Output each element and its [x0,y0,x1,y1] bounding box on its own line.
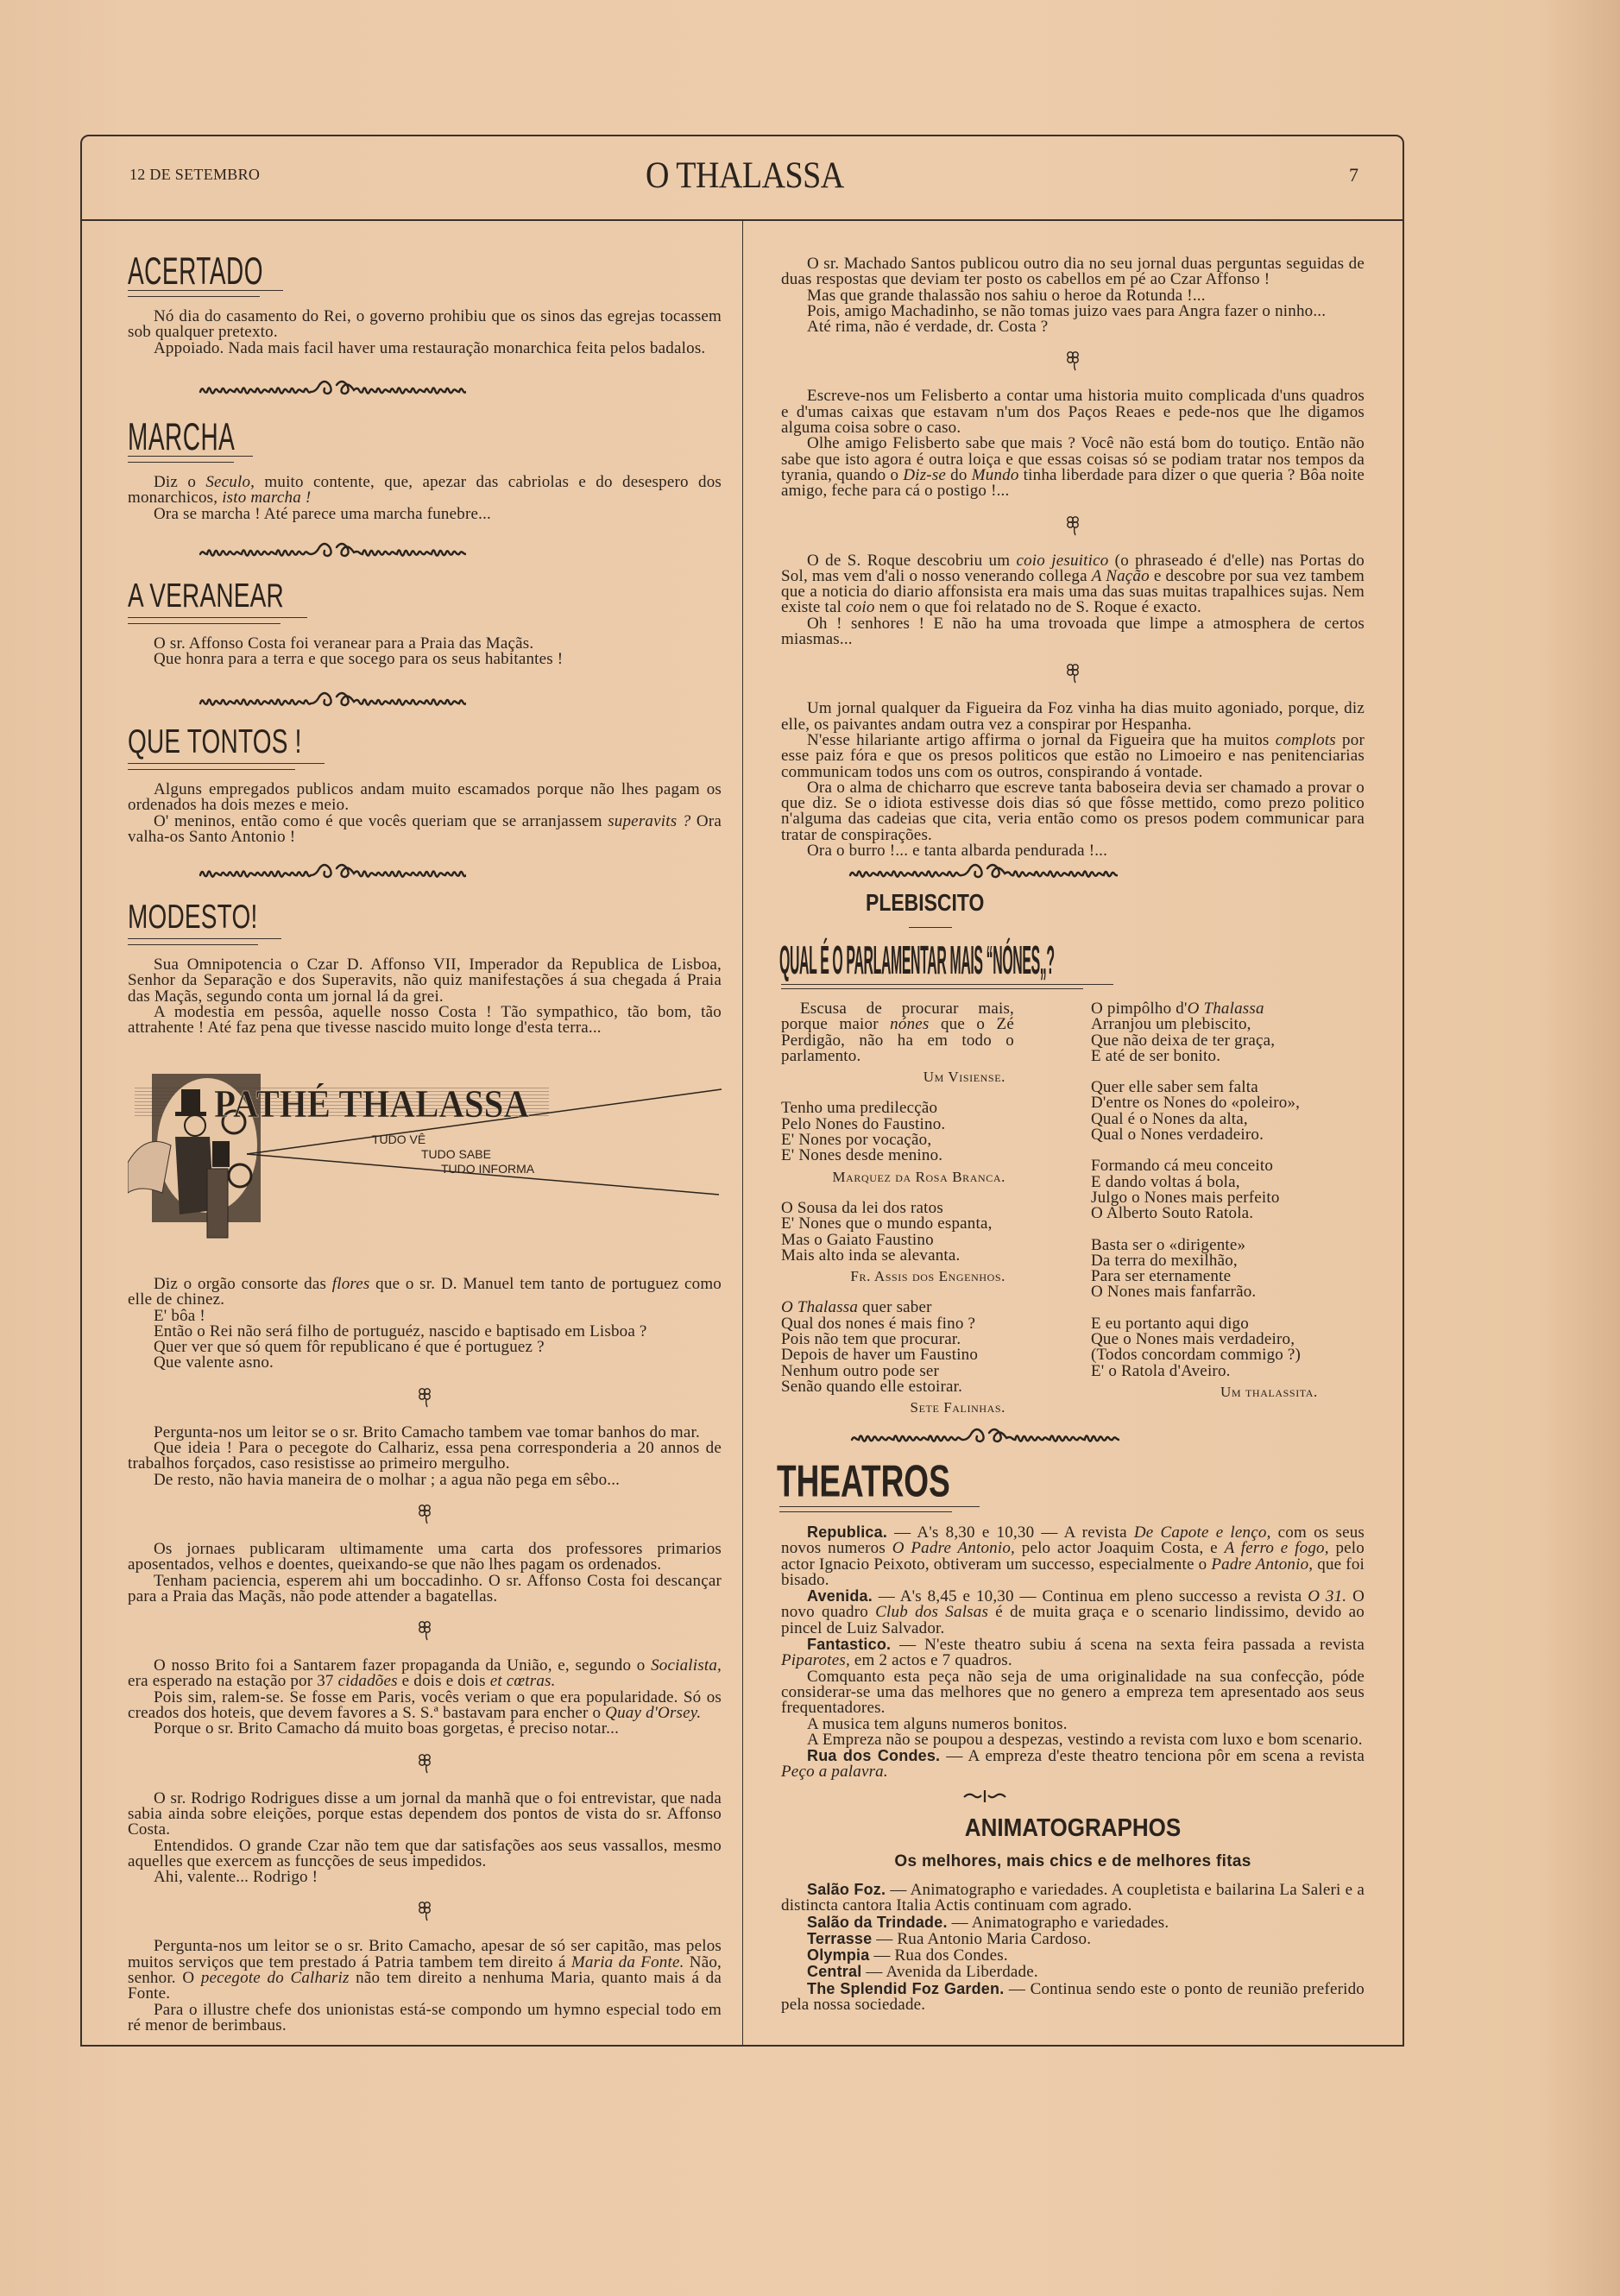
text-run: Appoiado. Nada mais facil haver uma restauração monarchica feita pelos badalos. [154,338,706,357]
ornament-divider [199,376,466,399]
text-run: Pergunta-nos um leitor se o sr. Brito Camacho tambem vae tomar banhos do mar. [154,1422,700,1441]
text-run: Diz-se [903,465,947,484]
text-run: Não, senhor. O [128,1952,722,1988]
text-run: De Capote e lenço, [1133,1523,1271,1542]
title-rule [128,290,283,297]
text-run: Diz o [154,473,206,491]
text-run: Para o illustre chefe dos unionistas está-se compondo um hymno especial todo em ré menor de berimbaus. [128,2000,722,2034]
text-run: Arranjou um plebiscito, [1091,1015,1251,1034]
text-run: Peço a palavra. [781,1763,888,1782]
ornament-divider [199,860,466,882]
paragraph [128,652,722,667]
plebiscito-kicker: PLEBISCITO [866,889,985,916]
text-run: A Empreza não se poupou a despezas, vestindo a revista com luxo e bom scenario. [807,1730,1363,1749]
poem-stanza [1091,1235,1376,1302]
poem-line [1091,1127,1376,1143]
tagline: TUDO SABE [421,1147,491,1161]
paragraph [128,504,722,523]
text-run: Senão quando elle estoirar. [781,1377,963,1396]
text-run: não tem direito a nenhuma Maria, quanto mais á da Fonte. [128,1969,722,2003]
section-body [128,309,722,356]
top-hat [181,1089,200,1113]
text-run: Formando cá meu conceito [1091,1157,1274,1176]
text-run: A ferro e fogo, [1224,1539,1329,1558]
entry [781,1101,1014,1184]
section-title: MARCHA [128,414,236,458]
poem-stanza [781,1101,1014,1164]
animatographos-list [781,1882,1365,2013]
text-run: E' o Ratola d'Aveiro. [1091,1361,1231,1380]
text-run: Socialista, [651,1656,722,1675]
news-item [781,256,1365,335]
text-run: isto marcha ! [222,489,312,508]
section-modesto [128,900,722,1036]
text-run: O pimpôlho d' [1091,1000,1188,1018]
paragraph [781,1748,1365,1781]
title-rule [128,763,325,770]
projector-stand [207,1169,228,1238]
text-run: do [946,465,972,484]
ornament-divider [848,860,1118,882]
flower-divider-icon [1066,350,1080,371]
text-run: — A's 8,45 e 10,30 — Continua em pleno successo a revista [872,1587,1308,1606]
paragraph [781,1524,1365,1588]
section-body [128,957,722,1036]
text-run: Quer ver que só quem fôr republicano é que é portuguez ? [154,1338,545,1357]
paragraph [128,1788,722,1839]
small-ornament-icon [962,1788,1007,1804]
film-reel-icon [229,1164,251,1187]
text-run: Basta ser o «dirigente» [1091,1235,1246,1254]
paragraph [781,436,1365,499]
paragraph [781,319,1365,335]
text-run: Escreve-nos um Felisberto a contar uma historia muito complicada d'uns quadros e d'umas caixas que estavam n'um dos Paços Reaes e pede-nos que lhe digamos alguma coisa sobre o caso. [781,387,1365,438]
text-run: era esperado na estação por 37 [128,1672,338,1691]
entry-signature: Um thalassita. [1220,1383,1318,1400]
text-run: Qual o Nones verdadeiro. [1091,1126,1264,1145]
paragraph [128,1571,722,1605]
paragraph [128,1470,722,1489]
entry-text [781,1001,1014,1064]
text-run: Então o Rei não será filho de portuguéz, nascido e baptisado em Lisboa ? [154,1321,647,1340]
poem-line [781,1379,1014,1395]
text-run: Comquanto esta peça não seja de uma originalidade na sua confecção, póde considerar-se uma das melhores que no genero a empreza tem apresentado aos seus frequentadores. [781,1667,1365,1718]
poem-stanza [781,1300,1014,1395]
news-item [781,701,1365,859]
section-acertado [128,249,722,357]
text-run: Oh ! senhores ! E não ha uma trovoada que limpe a atmosphera de certos miasmas... [781,614,1365,649]
entry-signature: Sete Falinhas. [910,1399,1005,1416]
text-run: Tenham paciencia, esperem ahi um boccadinho. O sr. Affonso Costa foi descançar para a Praia das Maçãs, não pode attender a bagatellas. [128,1571,722,1605]
text-run: é de muita graça e o scenario lindissimo, devido ao pincel de Luiz Salvador. [781,1603,1365,1637]
section-title: A VERANEAR [128,577,284,615]
paragraph [781,1637,1365,1669]
text-run: quer saber [858,1298,932,1317]
text-run: superavits ? [608,811,691,830]
paragraph [781,1981,1365,2014]
paragraph [781,1882,1365,1914]
text-run: Mais alto inda se alevanta. [781,1246,961,1265]
text-run: O sr. Affonso Costa foi veranear para a Praia das Maçãs. [154,634,534,653]
text-run: Club dos Salsas [875,1603,989,1622]
text-run: A Nação [1091,566,1150,585]
newspaper-title: O THALASSA [646,155,844,197]
text-run: (o phraseado é d'elle) nas Portas do Sol, mas vem d'ali o nosso venerando collega [781,551,1365,585]
flower-divider-icon [1066,663,1080,684]
section-marcha [128,414,722,523]
ornament-divider [850,1424,1119,1447]
paragraph [128,475,722,507]
text-run: Seculo, [205,473,255,491]
text-run: Ora o alma de chicharro que escreve tanta baboseira devia ser chamado a provar o que diz. Se o idiota estivesse dois dias só que fôsse mettido, como prezo politico n'alguma das cadeias que cita, veria então como os presos podem communicar para tratar de conspirações. [781,778,1365,844]
text-run: e dois e dois [397,1672,490,1691]
section-title: QUE TONTOS ! [128,722,302,760]
text-run: O Padre Antonio, [892,1539,1015,1558]
text-run: Pelo Nones do Faustino. [781,1114,946,1133]
text-run: com os seus novos numeros [781,1523,1365,1558]
paragraph [128,811,722,846]
paragraph [128,782,722,814]
tagline: TUDO INFORMA [441,1162,535,1176]
issue-date: 12 DE SETEMBRO [129,166,261,183]
paragraph [781,256,1365,288]
text-run: Mundo [971,465,1019,484]
flower-divider-icon [1066,515,1080,536]
entry-signature: Fr. Assis dos Engenhos. [850,1268,1005,1285]
text-run: que foi bisado. [781,1555,1365,1589]
paragraph [128,1355,722,1371]
poem-stanza [1091,1080,1376,1143]
text-run: — Avenida da Liberdade. [861,1963,1038,1982]
text-run: O' meninos, então como é que vocês queriam que se arranjassem [154,811,608,830]
text-run: O Alberto Souto Ratola. [1091,1204,1254,1223]
paragraph [128,1539,722,1574]
text-run: Julgo o Nones mais perfeito [1091,1188,1280,1207]
theatros-heading [777,1456,950,1506]
text-run: O novo quadro [781,1587,1365,1622]
text-run: Mas o Gaiato Faustino [781,1230,934,1249]
text-run: — Rua Antonio Maria Cardoso. [872,1929,1092,1948]
text-run: em 2 actos e 7 quadros. [849,1651,1012,1670]
text-run: Os jornaes publicaram ultimamente uma carta dos professores primarios aposentados, velhos e doentes, queixando-se que não lhes pagam os ordenados. [128,1539,722,1574]
animatographos-title: ANIMATOGRAPHOS [964,1813,1182,1842]
flower-divider-icon [418,1901,432,1921]
text-run: A modestia em pessôa, aquelle nosso Costa ! Tão sympathico, tão bom, tão attrahente ! Até faz pena que tivesse nascido muito longe d'esta terra... [128,1002,722,1038]
text-run: Da terra do mexilhão, [1091,1251,1238,1270]
question-rule [781,984,1113,989]
paragraph [781,1732,1365,1748]
poem-line [781,1248,1014,1264]
text-run: coio jesuitico [1016,551,1109,570]
text-run: Alguns empregados publicos andam muito escamados porque não lhes pagam os ordenados ha dois mezes e meio. [128,780,722,815]
text-run: — N'este theatro subiu á scena na sexta feira passada a revista [891,1636,1365,1655]
text-run: D'entre os Nones do «poleiro», [1091,1094,1301,1113]
entry [781,1001,1014,1085]
paragraph [781,1914,1365,1931]
paragraph [128,1721,722,1737]
text-run: e descobre por sua vez tambem que a noticia do diario affonsista era mais uma das suas muitas trapalhices sujas. Nem existe tal [781,566,1365,617]
text-run: Tenho uma predilecção [781,1099,938,1118]
poem-line [1091,1206,1376,1221]
text-run: Pois sim, ralem-se. Se fosse em Paris, vocês veriam o que era popularidade. Só os creados dos hoteis, que devem favores a S. S.ª bastavam para encher o [128,1687,722,1723]
text-run: Que valente asno. [154,1353,274,1372]
paragraph [781,1669,1365,1717]
paragraph [781,780,1365,843]
ornament-divider [199,539,466,561]
entry-signature: Um Visiense. [923,1069,1005,1086]
text-run: Avenida. [807,1587,873,1605]
text-run: O de S. Roque descobriu um [807,551,1017,570]
text-run: E eu portanto aqui digo [1091,1314,1249,1333]
text-run: Qual é o Nones da alta, [1091,1109,1248,1128]
text-run: Mas que grande thalassão nos sahiu o heroe da Rotunda !... [807,286,1206,305]
theatros-body [781,1524,1365,1781]
pathe-thalassa-illustration [128,1063,723,1249]
text-run: Porque o sr. Brito Camacho dá muito boas gorgetas, é preciso notar... [154,1719,620,1738]
text-run: Maria da Fonte. [570,1952,684,1971]
text-run: — Animatographo e variedades. [947,1913,1169,1932]
paragraph [781,1931,1365,1947]
poem-line [1091,1046,1376,1065]
text-run: O Sousa da lei dos ratos [781,1198,943,1217]
paragraph [128,2000,722,2034]
text-run: O Thalassa [781,1298,859,1317]
text-run: E' Nones que o mundo espanta, [781,1214,993,1233]
text-run: Terrasse [807,1929,873,1947]
paragraph [128,1441,722,1473]
paragraph [781,553,1365,616]
text-run: Quay d'Orsey. [605,1704,702,1723]
text-run: Que não deixa de ter graça, [1091,1031,1276,1050]
text-run: — Animatographo e variedades. A coupletista e bailarina La Saleri e a distincta cantora Italia Actis continuam com agrado. [781,1881,1365,1915]
news-item [781,553,1365,648]
paragraph [128,1658,722,1690]
text-run: The Splendid Foz Garden. [807,1979,1005,1997]
text-run: Ora se marcha ! Até parece uma marcha funebre... [154,504,491,523]
text-run: O 31. [1308,1587,1347,1606]
news-item [128,1939,722,2034]
paragraph [781,388,1365,436]
news-item [128,1658,722,1737]
poem-stanza [1091,1158,1376,1221]
text-run: — A's 8,30 e 10,30 — A revista [887,1523,1134,1542]
entry [781,1300,1014,1416]
flower-divider-icon [418,1753,432,1774]
text-run: Para ser eternamente [1091,1267,1232,1286]
text-run: — A empreza d'este theatro tenciona pôr em scena a revista [940,1747,1365,1766]
text-run: Nó dia do casamento do Rei, o governo prohibiu que os sinos das egrejas tocassem sob qualquer pretexto. [128,307,722,342]
text-run: Nenhum outro pode ser [781,1361,940,1380]
ornament-divider [199,688,466,710]
paragraph [781,730,1365,781]
text-run: Pois, amigo Machadinho, se não tomas juizo vaes para Angra fazer o ninho... [807,301,1327,320]
text-run: O sr. Rodrigo Rodrigues disse a um jornal da manhã que o foi entrevistar, que nada sabia ainda sobre eleições, porque estas dependem dos pontos de vista do sr. Affonso Costa. [128,1788,722,1839]
paragraph [781,701,1365,733]
text-run: Padre Antonio, [1211,1555,1314,1574]
text-run: Sua Omnipotencia o Czar D. Affonso VII, Imperador da Republica de Lisboa, Senhor da Separação e dos Superavits, não quiz manifestações á sua chegada á Praia das Maçãs, segundo conta um jornal lá da grei. [128,956,722,1006]
text-run: O sr. Machado Santos publicou outro dia no seu jornal duas perguntas seguidas de duas respostas que deviam ter posto os cabellos em pé ao Czar Affonso ! [781,255,1365,289]
entry [781,1198,1014,1285]
section-body [128,636,722,668]
poem-stanza [781,1198,1014,1265]
news-item [781,388,1365,499]
animatographos-subtitle: Os melhores, mais chics e de melhores fitas [894,1852,1251,1870]
paragraph [128,1277,722,1309]
text-run: O Nones mais fanfarrão. [1091,1283,1257,1302]
text-run: Que honra para a terra e que socego para os seus habitantes ! [154,650,564,669]
section-a-veranear [128,579,722,668]
text-run: nónes [890,1015,930,1034]
text-run: Que o Nones mais verdadeiro, [1091,1330,1295,1349]
text-run: E' bôa ! [154,1306,205,1325]
paragraph [781,616,1365,648]
section-title: ACERTADO [128,249,263,293]
text-run: pelo actor Ignacio Peixoto, obtiveram um successo, especialmente o [781,1539,1365,1574]
paragraph [781,843,1365,859]
paragraph [781,1964,1365,1980]
text-run: Um jornal qualquer da Figueira da Foz vinha ha dias muito agoniado, porque, diz elle, os paivantes andam outra vez a conspirar por Hespanha. [781,699,1365,734]
text-run: E' Nones desde menino. [781,1146,943,1165]
text-run: Ora o burro !... e tanta albarda pendurada !... [807,842,1108,861]
text-run: que o Zé Perdigão, não ha em todo o parlamento. [781,1015,1014,1065]
poem-stanza [1091,1316,1376,1379]
section-title: MODESTO! [128,898,258,936]
text-run: A musica tem alguns numeros bonitos. [807,1714,1068,1733]
paragraph [128,1002,722,1038]
column-divider [742,221,743,2046]
text-run: De resto, não havia maneira de o molhar ; a agua não pega em sêbo... [154,1470,621,1489]
text-run: Rua dos Condes. [807,1747,941,1765]
text-run: muito contente, que, apezar das cabriolas e do desespero dos monarchicos, [128,473,722,508]
projector [212,1141,230,1167]
text-run: (Todos concordam commigo ?) [1091,1346,1302,1365]
text-run: Qual dos nones é mais fino ? [781,1314,976,1333]
paragraph [781,1588,1365,1637]
title-rule [128,938,281,945]
text-run: O Thalassa [1187,1000,1264,1018]
text-run: et cœtras. [489,1672,556,1691]
text-run: pecegote do Calhariz [200,1969,350,1988]
text-run: Central [807,1963,862,1981]
text-run: Piparotes, [781,1651,850,1670]
title-rule [128,456,253,463]
text-run: — Rua dos Condes. [869,1946,1008,1965]
text-run: Fantastico. [807,1636,892,1654]
section-que-tontos [128,722,722,846]
plebiscito-entries-left [781,1001,1014,1432]
text-run: tinha liberdade para dizer o que queria ? Bôa noite amigo, feche para cá o postigo !... [781,465,1365,501]
text-run: Diz o orgão consorte das [154,1275,332,1293]
text-run: Olympia [807,1946,870,1965]
figure-head [185,1115,205,1136]
news-item [128,1422,722,1489]
section-body [128,475,722,522]
tagline: TUDO VÊ [372,1132,426,1146]
text-run: E até de ser bonito. [1091,1046,1221,1065]
text-run: nem o que foi relatado no de S. Roque é exacto. [874,598,1201,617]
news-item [128,1788,722,1887]
flower-divider-icon [418,1620,432,1641]
text-run: coio [846,598,875,617]
text-run: Olhe amigo Felisberto sabe que mais ? Você não está bom do toutiço. Então não sabe que isto agora é outra loiça e que essas coisas só se podiam tratar nos tempos da tyrania, quando o [781,434,1365,484]
text-run: Salão da Trindade. [807,1913,948,1931]
text-run: que o sr. D. Manuel tem tanto de portuguez como elle de chinez. [128,1275,722,1309]
flower-divider-icon [418,1387,432,1408]
paragraph [128,1939,722,2002]
left-notes [128,1277,722,2034]
paragraph [128,1687,722,1723]
text-run: complots [1275,730,1336,749]
text-run: — Continua sendo este o ponto de reunião preferido pela nossa sociedade. [781,1979,1365,2015]
plebiscito-entries-right [1091,1001,1376,1416]
news-item [128,1277,722,1372]
poem-line [781,1148,1014,1164]
text-run: E' Nones por vocação, [781,1131,932,1150]
text-run: Ahi, valente... Rodrigo ! [154,1868,318,1887]
text-run: Ora valha-os Santo Antonio ! [128,811,722,846]
poem-line [1091,1284,1376,1300]
text-run: por esse paiz fóra e que os presos politicos que estão no Limoeiro e nas penitenciarias communicam todos uns com os outros, conspirando á vontade. [781,730,1365,781]
text-run: E dando voltas á bola, [1091,1172,1240,1191]
paragraph [128,309,722,341]
paragraph [128,1836,722,1870]
section-title: THEATROS [777,1456,950,1506]
text-run: pelo actor Joaquim Costa, e [1015,1539,1225,1558]
text-run: Pois não tem que procurar. [781,1330,961,1349]
title-rule [779,1506,980,1512]
section-body [128,782,722,845]
pathe-logo-text: PATHÉ THALASSA [214,1082,529,1126]
paragraph [128,957,722,1005]
text-run: N'esse hilariante artigo affirma o jornal da Figueira que ha muitos [807,730,1276,749]
text-run: Até rima, não é verdade, dr. Costa ? [807,318,1049,337]
text-run: O nosso Brito foi a Santarem fazer propaganda da União, e, segundo o [154,1656,652,1675]
page-number: 7 [1349,164,1358,186]
text-run: Pergunta-nos um leitor se o sr. Brito Camacho, apesar de só ser capitão, mas pelos muitos serviços que tem prestado á Patria tambem tem direito á [128,1937,722,1971]
paragraph [128,338,722,357]
plebiscito-question: QUAL É O PARLAMENTAR MAIS “NÓNES„? [779,937,1055,983]
entry-signature: Marquez da Rosa Branca. [832,1168,1005,1185]
title-rule [128,617,307,624]
paragraph [781,1947,1365,1964]
flower-divider-icon [418,1504,432,1524]
text-run: Que ideia ! Para o pecegote do Calhariz, essa pena corresponderia a 20 annos de trabalhos forçados, caso resistisse ao primeiro mergulho. [128,1439,722,1473]
text-run: Depois de haver um Faustino [781,1346,979,1365]
right-notes [781,256,1365,859]
kicker-rule [909,927,952,928]
poem-line [1091,1361,1376,1380]
text-run: Quer elle saber sem falta [1091,1078,1258,1097]
paragraph [128,1870,722,1885]
news-item [128,1539,722,1605]
text-run: Republica. [807,1523,888,1541]
text-run: flores [331,1275,370,1293]
text-run: Entendidos. O grande Czar não tem que dar satisfações aos seus vassallos, mesmo aquelles que exercem as funcções de seus impedidos. [128,1836,722,1870]
text-run: Escusa de procurar mais, porque maior [781,1000,1014,1034]
poem-stanza [1091,1001,1376,1064]
text-run: cidadões [337,1672,398,1691]
text-run: Salão Foz. [807,1881,886,1898]
